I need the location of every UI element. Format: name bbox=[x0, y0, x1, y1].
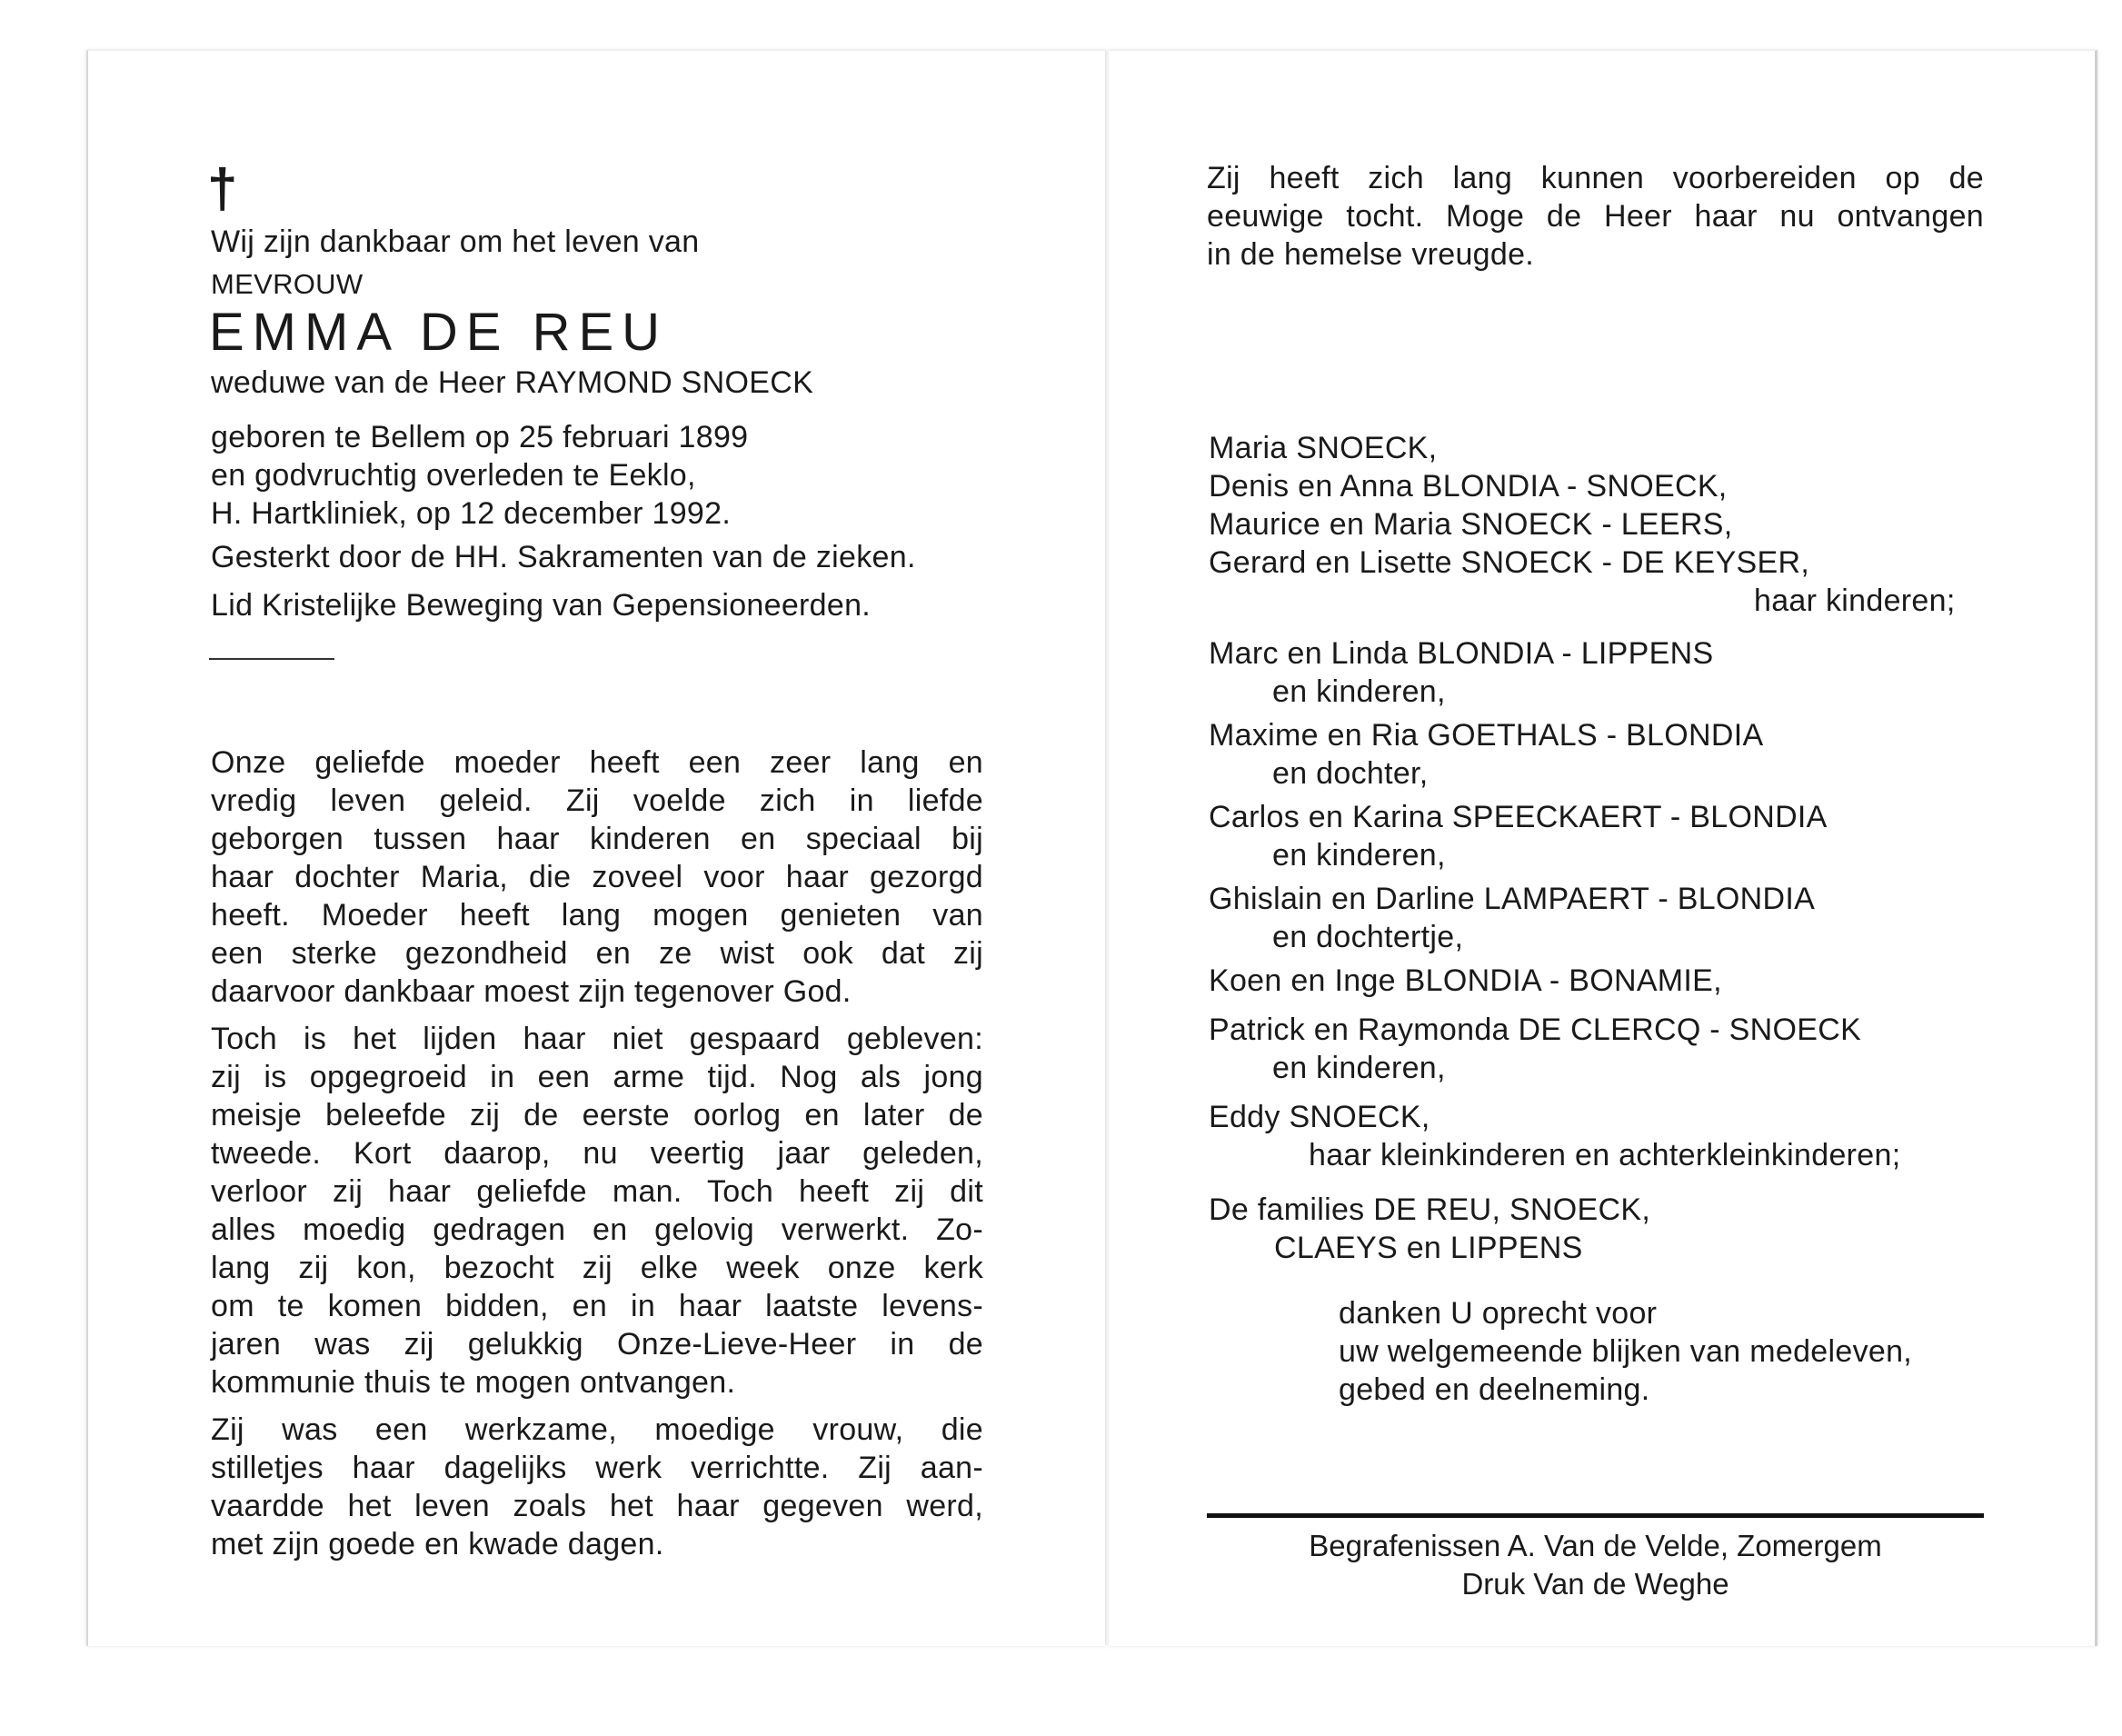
children-label: haar kinderen; bbox=[1754, 584, 1956, 618]
grandchild-entry: Ghislain en Darline LAMPAERT - BLONDIA bbox=[1209, 882, 1816, 916]
paragraph-line: een sterke gezondheid en ze wist ook dat zij bbox=[211, 936, 983, 971]
footer-divider bbox=[1207, 1513, 1984, 1518]
families-line: CLAEYS en LIPPENS bbox=[1274, 1231, 1583, 1265]
paragraph-line: meisje beleefde zij de eerste oorlog en later de bbox=[211, 1098, 983, 1132]
death-place-line: H. Hartkliniek, op 12 december 1992. bbox=[211, 496, 732, 531]
grandchildren-label: haar kleinkinderen en achterkleinkinderen; bbox=[1309, 1138, 1901, 1172]
card-fold bbox=[1105, 50, 1108, 1645]
paragraph-line: verloor zij haar geliefde man. Toch heeft zij dit bbox=[211, 1174, 983, 1209]
widow-line: weduwe van de Heer RAYMOND SNOECK bbox=[211, 365, 814, 400]
paragraph-line: alles moedig gedragen en gelovig verwerkt. Zo- bbox=[211, 1212, 983, 1247]
grandchild-entry: en dochter, bbox=[1272, 756, 1429, 791]
grandchild-entry: Eddy SNOECK, bbox=[1209, 1100, 1430, 1134]
paragraph-line: jaren was zij gelukkig Onze-Lieve-Heer in de bbox=[211, 1327, 983, 1362]
printer-line: Druk Van de Weghe bbox=[1461, 1567, 1729, 1601]
paragraph-line: vredig leven geleid. Zij voelde zich in liefde bbox=[211, 783, 983, 818]
grandchild-entry: Carlos en Karina SPEECKAERT - BLONDIA bbox=[1209, 800, 1828, 834]
paragraph-line: zij is opgegroeid in een arme tijd. Nog als jong bbox=[211, 1060, 983, 1094]
thanks-line: uw welgemeende blijken van medeleven, bbox=[1339, 1334, 1913, 1369]
funeral-home-line: Begrafenissen A. Van de Velde, Zomergem bbox=[1309, 1529, 1882, 1562]
grandchild-entry: en kinderen, bbox=[1272, 838, 1446, 873]
families-line: De families DE REU, SNOECK, bbox=[1209, 1192, 1651, 1227]
grandchild-entry: Koen en Inge BLONDIA - BONAMIE, bbox=[1209, 963, 1722, 998]
paragraph-line: met zijn goede en kwade dagen. bbox=[211, 1527, 664, 1561]
paragraph-line: Onze geliefde moeder heeft een zeer lang en bbox=[211, 745, 983, 780]
child-entry: Gerard en Lisette SNOECK - DE KEYSER, bbox=[1209, 545, 1810, 580]
paragraph-line: daarvoor dankbaar moest zijn tegenover God. bbox=[211, 974, 852, 1009]
intro-text: Wij zijn dankbaar om het leven van bbox=[211, 224, 700, 259]
paragraph-line: haar dochter Maria, die zoveel voor haar gezorgd bbox=[211, 860, 983, 894]
paragraph-line: Zij was een werkzame, moedige vrouw, die bbox=[211, 1412, 983, 1447]
prayer-line: Zij heeft zich lang kunnen voorbereiden op de bbox=[1207, 161, 1984, 195]
child-entry: Maria SNOECK, bbox=[1209, 431, 1438, 465]
paragraph-line: stilletjes haar dagelijks werk verrichtte. Zij aan- bbox=[211, 1451, 983, 1485]
child-entry: Denis en Anna BLONDIA - SNOECK, bbox=[1209, 469, 1728, 504]
grandchild-entry: Patrick en Raymonda DE CLERCQ - SNOECK bbox=[1209, 1013, 1862, 1047]
prayer-line: in de hemelse vreugde. bbox=[1207, 237, 1535, 272]
divider bbox=[209, 658, 334, 660]
thanks-line: gebed en deelneming. bbox=[1339, 1372, 1650, 1407]
child-entry: Maurice en Maria SNOECK - LEERS, bbox=[1209, 507, 1733, 542]
birth-line: geboren te Bellem op 25 februari 1899 bbox=[211, 420, 749, 454]
cross-icon: † bbox=[207, 158, 238, 219]
thanks-line: danken U oprecht voor bbox=[1339, 1296, 1658, 1331]
grandchild-entry: en kinderen, bbox=[1272, 1051, 1446, 1085]
sacraments-line: Gesterkt door de HH. Sakramenten van de zieken. bbox=[211, 540, 916, 574]
grandchild-entry: Marc en Linda BLONDIA - LIPPENS bbox=[1209, 636, 1714, 671]
title-mevrouw: MEVROUW bbox=[211, 268, 364, 300]
membership-line: Lid Kristelijke Beweging van Gepensioneerden. bbox=[211, 588, 872, 623]
paragraph-line: kommunie thuis te mogen ontvangen. bbox=[211, 1365, 736, 1400]
prayer-line: eeuwige tocht. Moge de Heer haar nu ontvangen bbox=[1207, 199, 1984, 234]
grandchild-entry: en kinderen, bbox=[1272, 674, 1446, 709]
paragraph-line: om te komen bidden, en in haar laatste levens- bbox=[211, 1289, 983, 1323]
grandchild-entry: Maxime en Ria GOETHALS - BLONDIA bbox=[1209, 718, 1764, 753]
paragraph-line: Toch is het lijden haar niet gespaard gebleven: bbox=[211, 1022, 983, 1056]
paragraph-line: vaardde het leven zoals het haar gegeven werd, bbox=[211, 1489, 983, 1523]
grandchild-entry: en dochtertje, bbox=[1272, 920, 1464, 954]
paragraph-line: lang zij kon, bezocht zij elke week onze kerk bbox=[211, 1251, 983, 1285]
death-line: en godvruchtig overleden te Eeklo, bbox=[211, 458, 696, 493]
paragraph-line: heeft. Moeder heeft lang mogen genieten van bbox=[211, 898, 983, 933]
paragraph-line: tweede. Kort daarop, nu veertig jaar geleden, bbox=[211, 1136, 983, 1171]
deceased-name: EMMA DE REU bbox=[209, 303, 669, 362]
paragraph-line: geborgen tussen haar kinderen en speciaal bij bbox=[211, 822, 983, 856]
